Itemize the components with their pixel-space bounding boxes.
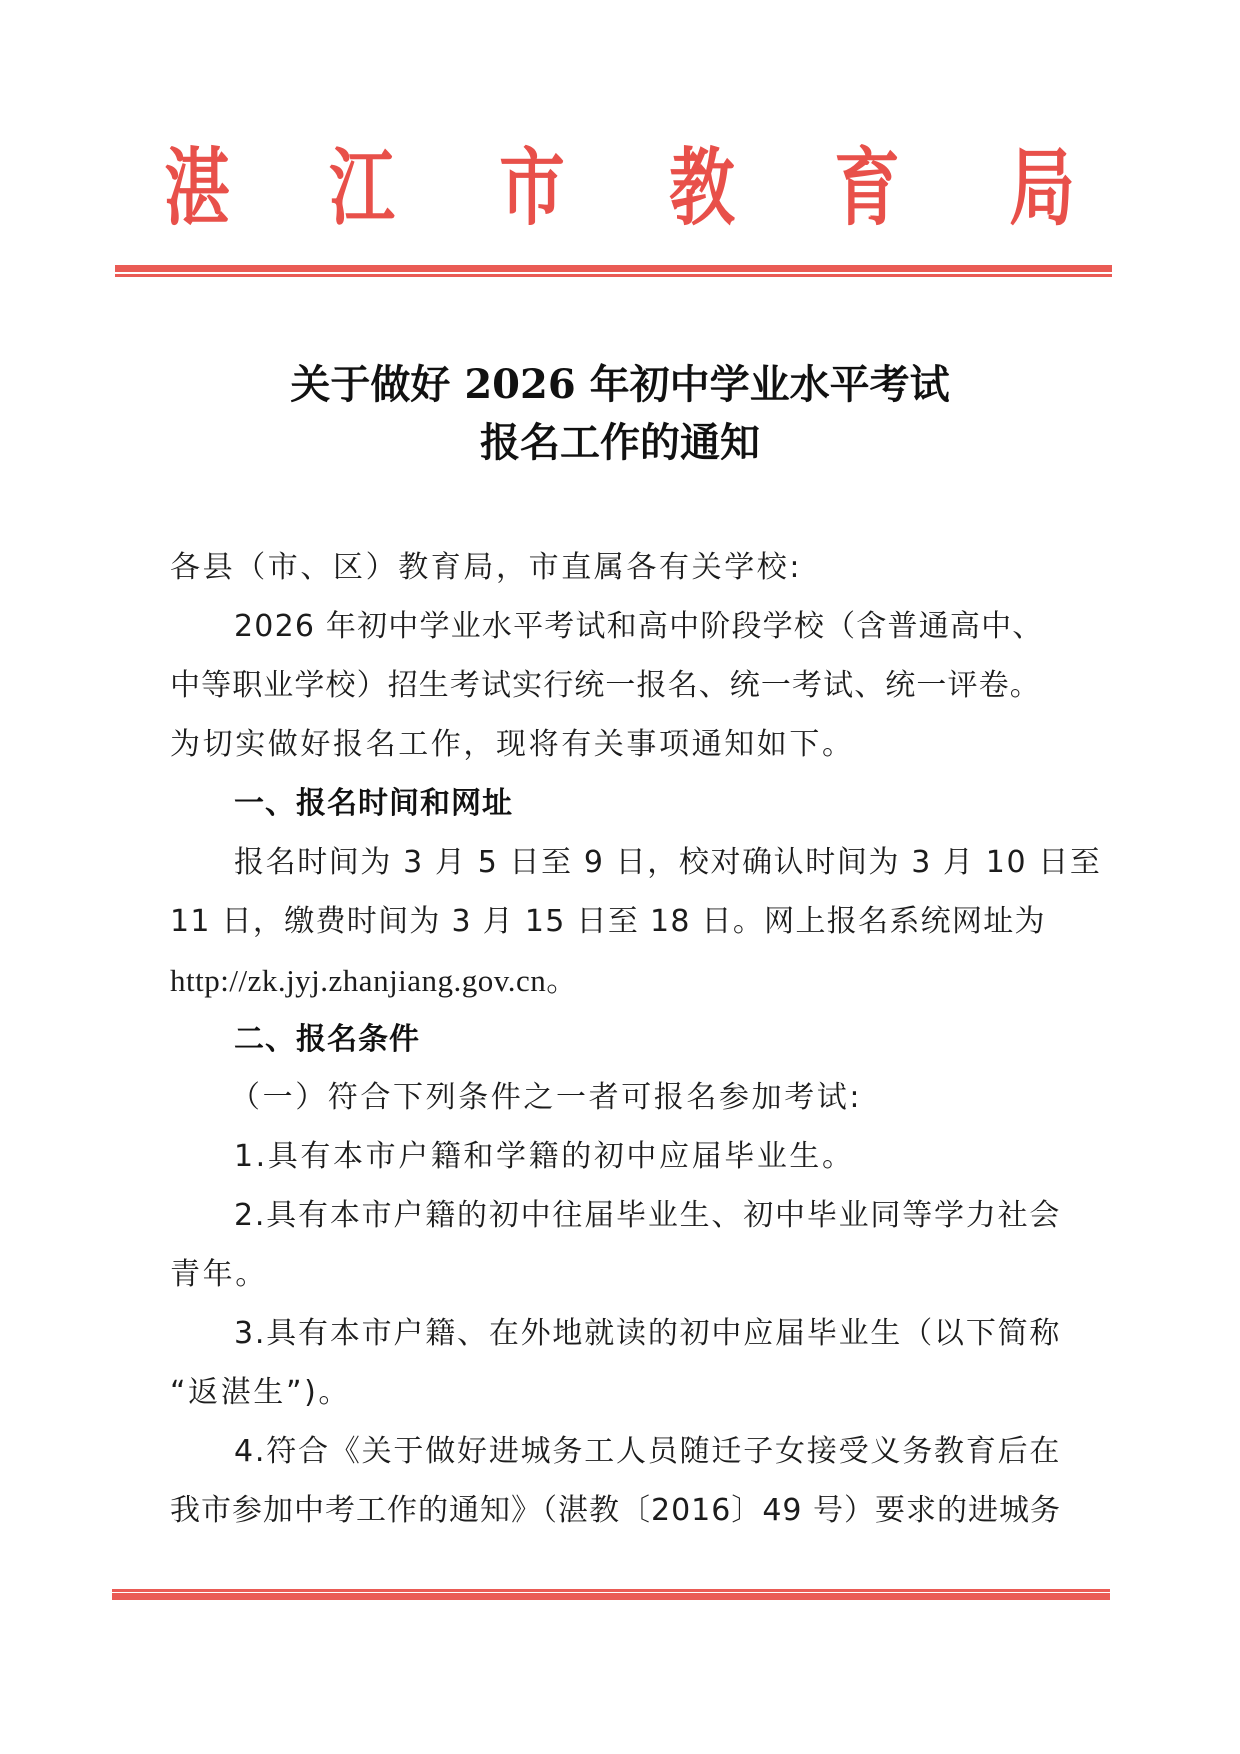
letterhead-rule-thick [115, 265, 1112, 272]
letterhead-char: 江 [329, 138, 395, 237]
footer-rule-thick [112, 1593, 1110, 1600]
intro-line: 为切实做好报名工作，现将有关事项通知如下。 [170, 727, 855, 762]
condition-item-1: 1.具有本市户籍和学籍的初中应届毕业生。 [234, 1139, 855, 1174]
intro-line: 中等职业学校）招生考试实行统一报名、统一考试、统一评卷。 [170, 668, 1041, 703]
footer-rule-thin [112, 1589, 1110, 1592]
salutation: 各县（市、区）教育局，市直属各有关学校: [170, 550, 803, 585]
section1-line: 报名时间为 3 月 5 日至 9 日，校对确认时间为 3 月 10 日至 [234, 845, 1102, 880]
condition-item-4-cont: 我市参加中考工作的通知》（湛教〔2016〕49 号）要求的进城务 [170, 1493, 1062, 1528]
condition-item-4: 4.符合《关于做好进城务工人员随迁子女接受义务教育后在 [234, 1434, 1062, 1469]
letterhead-char: 湛 [164, 138, 230, 237]
subsection-heading: （一）符合下列条件之一者可报名参加考试: [230, 1080, 863, 1115]
condition-item-3-cont: “返湛生”)。 [170, 1375, 351, 1410]
letterhead-char: 局 [1009, 138, 1075, 237]
letterhead-char: 市 [499, 138, 565, 237]
document-title-line-1: 关于做好 2026 年初中学业水平考试 [290, 361, 950, 408]
section1-line: 11 日，缴费时间为 3 月 15 日至 18 日。网上报名系统网址为 [170, 904, 1046, 939]
condition-item-2: 2.具有本市户籍的初中往届毕业生、初中毕业同等学力社会 [234, 1198, 1062, 1233]
condition-item-3: 3.具有本市户籍、在外地就读的初中应届毕业生（以下简称 [234, 1316, 1062, 1351]
letterhead-org-name [115, 140, 1112, 235]
letterhead-char: 教 [669, 138, 735, 237]
condition-item-2-cont: 青年。 [170, 1257, 268, 1292]
section-heading-2: 二、报名条件 [234, 1022, 420, 1057]
section-heading-1: 一、报名时间和网址 [234, 786, 513, 821]
registration-url: http://zk.jyj.zhanjiang.gov.cn。 [170, 963, 578, 998]
intro-line: 2026 年初中学业水平考试和高中阶段学校（含普通高中、 [234, 609, 1044, 644]
letterhead-rule-thin [115, 274, 1112, 277]
document-title-line-2: 报名工作的通知 [480, 419, 760, 466]
letterhead-char: 育 [834, 138, 900, 237]
